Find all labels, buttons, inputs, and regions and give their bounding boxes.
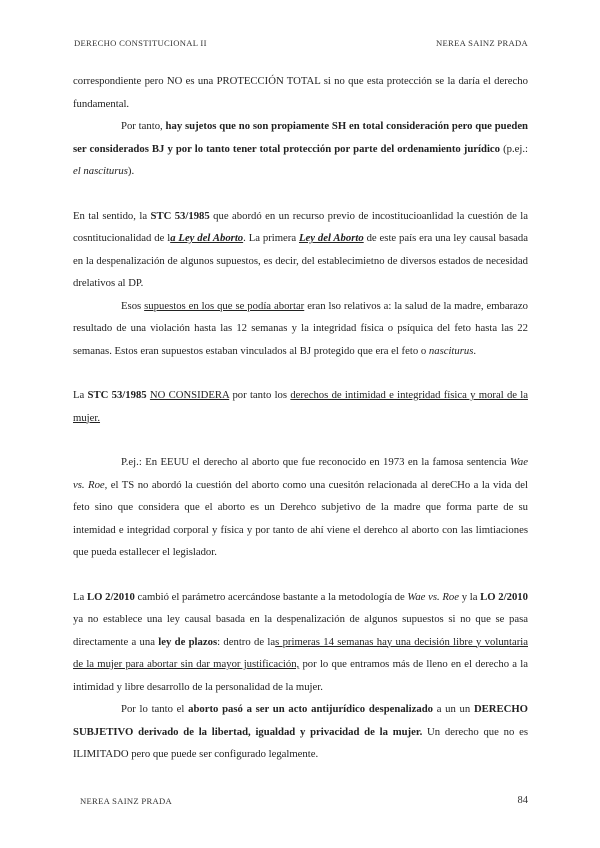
header-course-title: DERECHO CONSTITUCIONAL II: [74, 38, 207, 48]
paragraph-3: En tal sentido, la STC 53/1985 que abordó en un recurso previo de incostitucioanlidad la cuestión de la cosntitucionalidad de la Ley del Aborto. La primera Ley del Aborto de este país era una ley causal basada en la despenalización de algunos supuestos, es decir, del establecimietno de diversos estados de necesidad drelativos al DP.: [73, 209, 528, 289]
paragraph-5: La STC 53/1985 NO CONSIDERA por tanto los derechos de intimidad e integridad física y moral de la mujer.: [73, 389, 529, 424]
paragraph-7: La LO 2/2010 cambió el parámetro acercándose bastante a la metodología de Wae vs. Roe y la LO 2/2010 ya no establece una ley causal basada en la despenalización de algunos supuestos si no que se pasa directamente a una ley de plazos: dentro de las primeras 14 semanas hay una decisión libre y voluntaria de la mujer para abortar sin dar mayor justificación, por lo que entramos más de lleno en el derecho a la intimidad y libre desarrollo de la personalidad de la mujer.: [73, 590, 528, 693]
paragraph-gap: [73, 362, 528, 384]
paragraph-2: Por tanto, hay sujetos que no son propiamente SH en total consideración pero que pueden ser considerados BJ y por lo tanto tener total protección por parte del ordenamiento jurídico (p.ej.: el nasciturus).: [73, 120, 529, 177]
paragraph-8: Por lo tanto el aborto pasó a ser un acto antijurídico despenalizado a un un DERECHO SUBJETIVO derivado de la libertad, igualdad y privacidad de la mujer. Un derecho que no es ILIMITADO pero que puede ser configurado legalmente.: [73, 703, 528, 760]
paragraph-4: Esos supuestos en los que se podía abortar eran lso relativos a: la salud de la madre, embarazo resultado de una violación hasta las 12 semanas y la integridad física o psíquica del feto hasta las 22 semanas. Estos eran supuestos estaban vinculados al BJ protegido que era el feto o nasciturus.: [73, 299, 529, 357]
paragraph-gap: [73, 429, 528, 451]
paragraph-6: P.ej.: En EEUU el derecho al aborto que fue reconocido en 1973 en la famosa sentencia Wae vs. Roe, el TS no abordó la cuestión del aborto como una cuesitón relacionada al dereCHo a la vida del feto sino que considera que el aborto es un Derehco subjetivo de la madre que forma parte de su intemidad e integridad corporal y física y por tanto de ahí viene el derehco al aborto con las limtiaciones que pueda estallecer el legislador.: [73, 456, 528, 558]
document-body: [73, 70, 528, 766]
footer-author: NEREA SAINZ PRADA: [80, 796, 172, 806]
paragraph-gap: [73, 183, 528, 205]
page-header: [74, 38, 528, 52]
paragraph-gap: [73, 564, 528, 586]
header-author: NEREA SAINZ PRADA: [436, 38, 528, 48]
page-footer: [80, 796, 528, 810]
paragraph-1: correspondiente pero NO es una PROTECCIÓN TOTAL si no que esta protección se la daría el derecho fundamental.: [73, 75, 528, 110]
page-number: 84: [517, 795, 528, 806]
